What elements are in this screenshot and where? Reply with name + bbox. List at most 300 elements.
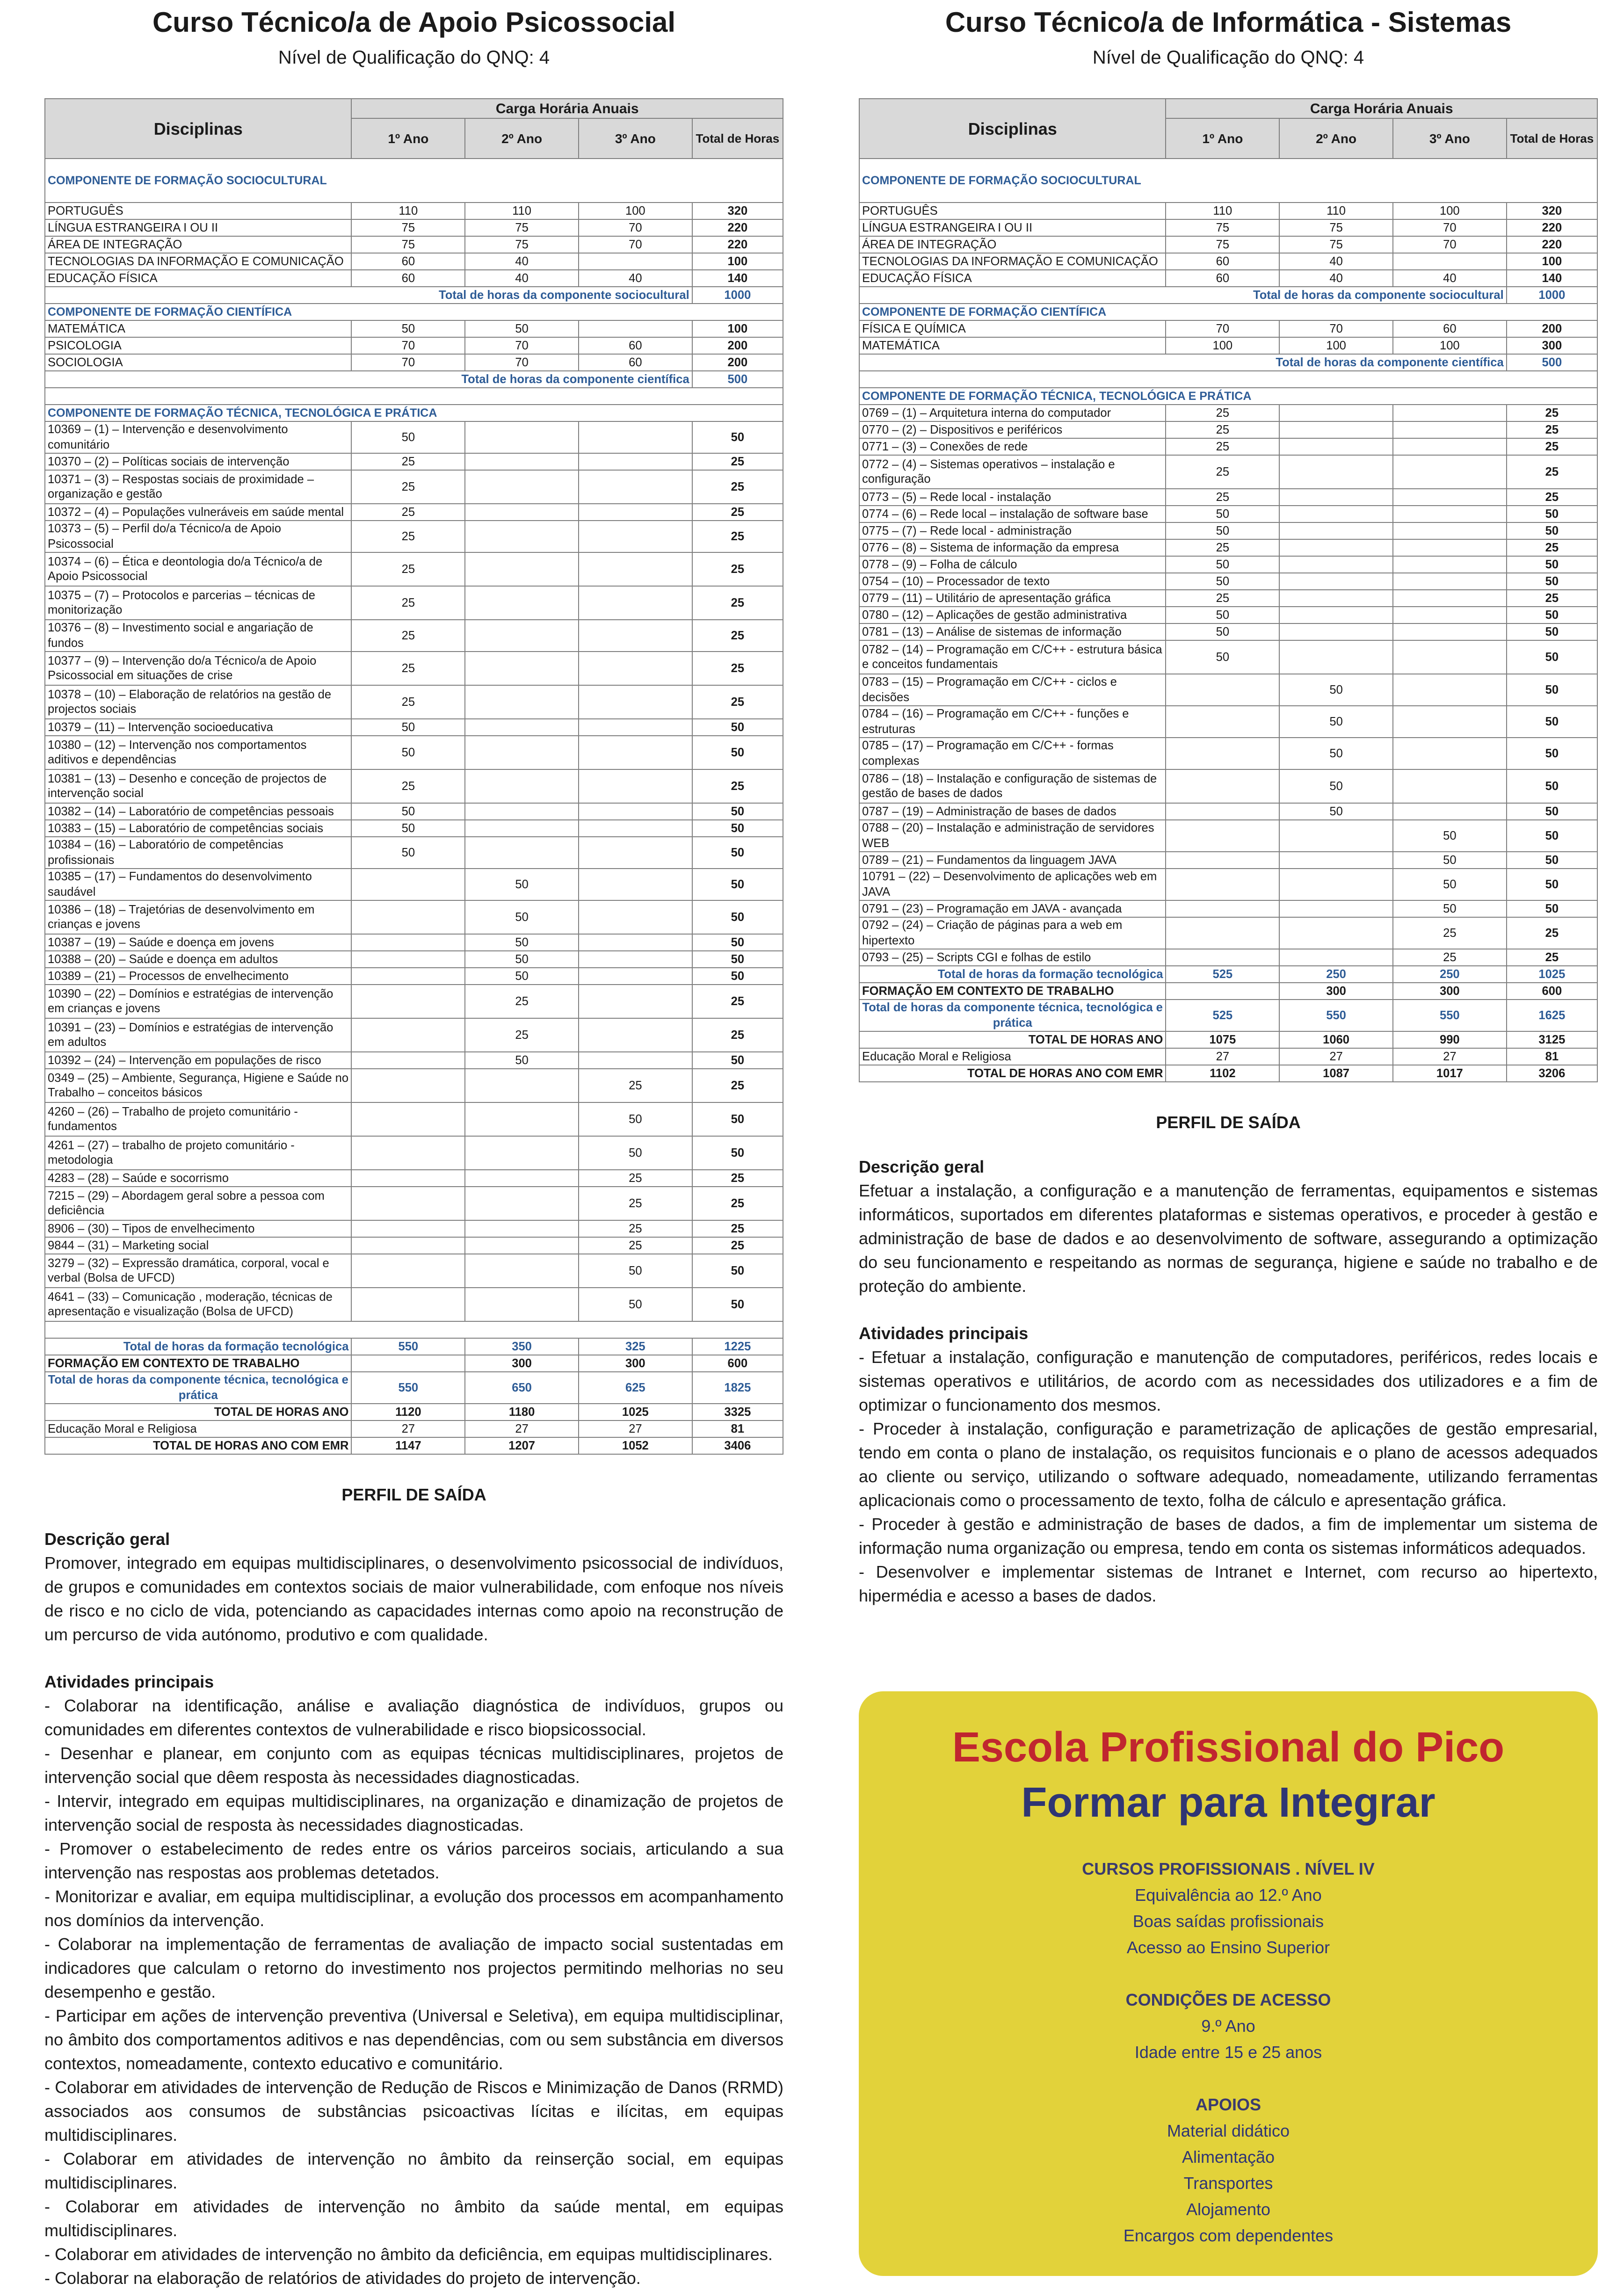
table-row: [859, 438, 1597, 455]
year-hours: [579, 652, 692, 685]
year-hours: 50: [1166, 573, 1279, 590]
table-row: [859, 738, 1597, 769]
totals-label: Total de horas da componente técnica, tecnológica e prática: [859, 1000, 1166, 1031]
activity-item: - Desenhar e planear, em conjunto com as equipas técnicas multidisciplinares, projetos de intervenção social que dêem resposta às necessidades diagnosticadas.: [44, 1744, 783, 1787]
discipline-name: 10387 – (19) – Saúde e doença em jovens: [45, 934, 351, 951]
total-hours: 320: [1507, 203, 1597, 219]
year-hours: 50: [1166, 607, 1279, 623]
year-hours: 25: [351, 769, 465, 803]
courses-list: [859, 1882, 1598, 1961]
description-heading: Descrição geral: [44, 1529, 170, 1549]
discipline-name: SOCIOLOGIA: [45, 354, 351, 371]
table-row: [859, 455, 1597, 489]
year-hours: [1279, 820, 1393, 852]
table-row: [859, 820, 1597, 852]
year-hours: [579, 837, 692, 869]
total-hours: 50: [1507, 607, 1597, 623]
totals-row: [45, 1404, 783, 1420]
year-hours: 50: [1393, 852, 1507, 869]
discipline-name: 10377 – (9) – Intervenção do/a Técnico/a de Apoio Psicossocial em situações de crise: [45, 652, 351, 685]
year-hours: 27: [1393, 1048, 1507, 1065]
year-hours: 50: [1279, 803, 1393, 820]
year-hours: [351, 1254, 465, 1288]
discipline-name: 0792 – (24) – Criação de páginas para a web em hipertexto: [859, 917, 1166, 949]
table-row: [45, 337, 783, 354]
discipline-name: 10380 – (12) – Intervenção nos comportamentos aditivos e dependências: [45, 736, 351, 769]
discipline-name: 10371 – (3) – Respostas sociais de proximidade – organização e gestão: [45, 470, 351, 504]
total-hours: 50: [1507, 852, 1597, 869]
section-heading-row: [45, 304, 783, 320]
year-hours: [351, 1187, 465, 1220]
year-hours: 100: [1166, 337, 1279, 354]
table-row: [859, 270, 1597, 287]
promo-item: Alojamento: [1186, 2200, 1271, 2219]
total-hours: 50: [692, 1052, 783, 1069]
total-hours: 50: [692, 820, 783, 837]
section-heading: COMPONENTE DE FORMAÇÃO TÉCNICA, TECNOLÓGICA E PRÁTICA: [859, 388, 1597, 405]
totals-row: [859, 1000, 1597, 1031]
year-hours: [1166, 852, 1279, 869]
year-hours: 300: [1393, 983, 1507, 1000]
total-hours: 220: [1507, 219, 1597, 236]
col-ano-3: 3º Ano: [579, 118, 692, 159]
total-hours: 25: [692, 769, 783, 803]
subtotal-label: Total de horas da componente científica: [859, 354, 1507, 371]
year-hours: 40: [465, 270, 579, 287]
year-hours: 550: [1279, 1000, 1393, 1031]
total-hours: 50: [692, 719, 783, 736]
year-hours: [351, 934, 465, 951]
discipline-name: 0773 – (5) – Rede local - instalação: [859, 489, 1166, 506]
year-hours: 325: [579, 1338, 692, 1355]
table-row: [45, 521, 783, 552]
table-row: [45, 253, 783, 270]
table-row: [859, 623, 1597, 640]
table-row: [45, 803, 783, 820]
year-hours: 60: [579, 354, 692, 371]
table-row: [859, 674, 1597, 706]
year-hours: 50: [1393, 869, 1507, 900]
year-hours: [1166, 949, 1279, 966]
table-row: [859, 320, 1597, 337]
discipline-name: 0788 – (20) – Instalação e administração de servidores WEB: [859, 820, 1166, 852]
total-hours: 81: [692, 1420, 783, 1437]
year-hours: [465, 769, 579, 803]
totals-row: [859, 1031, 1597, 1048]
year-hours: 75: [1279, 219, 1393, 236]
year-hours: 50: [579, 1102, 692, 1136]
year-hours: 50: [1393, 900, 1507, 917]
col-ano-1: 1º Ano: [1166, 118, 1279, 159]
year-hours: 1180: [465, 1404, 579, 1420]
year-hours: 25: [579, 1237, 692, 1254]
year-hours: 1207: [465, 1437, 579, 1454]
total-hours: 50: [1507, 573, 1597, 590]
total-hours: 50: [692, 968, 783, 985]
table-row: [859, 869, 1597, 900]
table-row: [859, 803, 1597, 820]
left-course: [44, 0, 783, 2290]
year-hours: [579, 769, 692, 803]
table-row: [45, 985, 783, 1018]
total-hours: 200: [692, 354, 783, 371]
year-hours: 50: [1393, 820, 1507, 852]
discipline-name: 10382 – (14) – Laboratório de competências pessoais: [45, 803, 351, 820]
promo-item: Alimentação: [1182, 2147, 1275, 2167]
total-hours: 50: [692, 837, 783, 869]
table-row: [859, 506, 1597, 522]
total-hours: 25: [692, 521, 783, 552]
activity-item: - Colaborar na identificação, análise e avaliação diagnóstica de indivíduos, grupos ou comunidades em diferentes contextos de vulnerabilidade e risco biopsicossocial.: [44, 1696, 783, 1739]
year-hours: [1166, 917, 1279, 949]
year-hours: [1279, 623, 1393, 640]
year-hours: 25: [1166, 590, 1279, 607]
year-hours: 50: [351, 736, 465, 769]
activities-heading: Atividades principais: [44, 1672, 214, 1691]
col-ano-1: 1º Ano: [351, 118, 465, 159]
table-row: [45, 1187, 783, 1220]
year-hours: [465, 1170, 579, 1187]
year-hours: [579, 900, 692, 934]
totals-row: [859, 1048, 1597, 1065]
total-hours: 25: [692, 504, 783, 521]
total-hours: 220: [692, 236, 783, 253]
table-row: [859, 421, 1597, 438]
course-title: Curso Técnico/a de Apoio Psicossocial: [152, 7, 676, 38]
section-heading-row: [859, 388, 1597, 405]
totals-label: Educação Moral e Religiosa: [45, 1420, 351, 1437]
year-hours: [579, 985, 692, 1018]
year-hours: 100: [1393, 337, 1507, 354]
year-hours: [1393, 405, 1507, 421]
table-row: [45, 354, 783, 371]
total-hours: 50: [692, 1254, 783, 1288]
table-row: [859, 917, 1597, 949]
table-row: [45, 1018, 783, 1052]
year-hours: 25: [351, 521, 465, 552]
totals-label: FORMAÇÃO EM CONTEXTO DE TRABALHO: [45, 1355, 351, 1372]
total-hours: 50: [1507, 623, 1597, 640]
year-hours: [579, 552, 692, 586]
year-hours: [1279, 573, 1393, 590]
year-hours: [579, 934, 692, 951]
discipline-name: 4641 – (33) – Comunicação , moderação, técnicas de apresentação e visualização (Bolsa de UFCD): [45, 1288, 351, 1321]
totals-label: TOTAL DE HORAS ANO COM EMR: [859, 1065, 1166, 1082]
col-disciplinas: Disciplinas: [859, 99, 1166, 159]
col-total-horas: Total de Horas: [692, 118, 783, 159]
total-hours: 25: [1507, 421, 1597, 438]
table-row: [45, 934, 783, 951]
subtotal-row: [45, 287, 783, 304]
year-hours: [1279, 949, 1393, 966]
year-hours: 70: [1166, 320, 1279, 337]
table-row: [45, 869, 783, 900]
year-hours: 110: [465, 203, 579, 219]
year-hours: 110: [351, 203, 465, 219]
totals-row: [859, 1065, 1597, 1082]
year-hours: 25: [351, 504, 465, 521]
year-hours: 525: [1166, 1000, 1279, 1031]
school-promo-box: [859, 1691, 1598, 2276]
year-hours: [465, 736, 579, 769]
col-ano-2: 2º Ano: [465, 118, 579, 159]
total-hours: 25: [692, 1187, 783, 1220]
year-hours: [351, 1069, 465, 1102]
subtotal-label: Total de horas da componente sociocultural: [45, 287, 692, 304]
table-row: [45, 1136, 783, 1170]
year-hours: 50: [351, 719, 465, 736]
total-hours: 25: [692, 985, 783, 1018]
year-hours: 25: [1166, 421, 1279, 438]
total-hours: 50: [692, 736, 783, 769]
year-hours: 70: [1393, 236, 1507, 253]
profile-section: [859, 1110, 1598, 1608]
subtotal-row: [45, 371, 783, 388]
year-hours: [1166, 983, 1279, 1000]
discipline-name: ÁREA DE INTEGRAÇÃO: [45, 236, 351, 253]
year-hours: 50: [579, 1288, 692, 1321]
total-hours: 220: [1507, 236, 1597, 253]
discipline-name: 0772 – (4) – Sistemas operativos – instalação e configuração: [859, 455, 1166, 489]
year-hours: 50: [465, 900, 579, 934]
course-title: Curso Técnico/a de Informática - Sistemas: [945, 7, 1512, 38]
table-row: [859, 556, 1597, 573]
table-row: [45, 1237, 783, 1254]
discipline-name: 0349 – (25) – Ambiente, Segurança, Higiene e Saúde no Trabalho – conceitos básicos: [45, 1069, 351, 1102]
promo-item: Acesso ao Ensino Superior: [1126, 1938, 1330, 1957]
discipline-name: ÁREA DE INTEGRAÇÃO: [859, 236, 1166, 253]
promo-item: 9.º Ano: [1201, 2016, 1255, 2036]
total-hours: 50: [1507, 769, 1597, 803]
discipline-name: 0779 – (11) – Utilitário de apresentação gráfica: [859, 590, 1166, 607]
subtotal-value: 500: [1507, 354, 1597, 371]
year-hours: 50: [351, 820, 465, 837]
year-hours: [1393, 556, 1507, 573]
year-hours: [465, 421, 579, 453]
section-heading: COMPONENTE DE FORMAÇÃO SOCIOCULTURAL: [859, 159, 1597, 203]
year-hours: 25: [579, 1170, 692, 1187]
total-hours: 50: [692, 803, 783, 820]
totals-row: [859, 966, 1597, 983]
year-hours: [465, 1102, 579, 1136]
year-hours: [465, 504, 579, 521]
table-row: [859, 640, 1597, 674]
total-hours: 140: [692, 270, 783, 287]
table-row: [859, 405, 1597, 421]
activity-item: - Participar em ações de intervenção preventiva (Universal e Seletiva), em equipa multidisciplinar, no âmbito dos comportamentos aditivos e nas dependências, com ou sem substância em diversos contextos, nomeadamente, contexto educativo e comunitário.: [44, 2006, 783, 2073]
year-hours: [1393, 706, 1507, 738]
year-hours: 50: [465, 934, 579, 951]
year-hours: 550: [351, 1372, 465, 1404]
totals-label: FORMAÇÃO EM CONTEXTO DE TRABALHO: [859, 983, 1166, 1000]
subtotal-row: [859, 287, 1597, 304]
total-hours: 50: [1507, 640, 1597, 674]
year-hours: [1166, 803, 1279, 820]
discipline-name: 10376 – (8) – Investimento social e angariação de fundos: [45, 620, 351, 652]
year-hours: [1279, 852, 1393, 869]
discipline-name: 4260 – (26) – Trabalho de projeto comunitário - fundamentos: [45, 1102, 351, 1136]
total-hours: 25: [692, 586, 783, 620]
total-hours: 600: [692, 1355, 783, 1372]
total-hours: 200: [1507, 320, 1597, 337]
description-text: Efetuar a instalação, a configuração e a manutenção de ferramentas, equipamentos e sistemas informáticos, suportados em diferentes plataformas e sistemas operativos, e proceder à gestão e administração de base de dados e ao desenvolvimento de software, assegurando a optimização do seu funcionamento e respeitando as normas de segurança, higiene e saúde no trabalho e de proteção do ambiente.: [859, 1181, 1598, 1296]
year-hours: [1166, 769, 1279, 803]
year-hours: 50: [351, 320, 465, 337]
table-row: [45, 652, 783, 685]
discipline-name: 10385 – (17) – Fundamentos do desenvolvimento saudável: [45, 869, 351, 900]
year-hours: 50: [465, 869, 579, 900]
section-heading-row: [859, 304, 1597, 320]
year-hours: 1075: [1166, 1031, 1279, 1048]
year-hours: [1393, 573, 1507, 590]
activity-item: - Colaborar em atividades de intervenção de Redução de Riscos e Minimização de Danos (RRMD) associados aos consumos de substâncias psicoactivas lícitas e ilícitas, em equipas multidisciplinares.: [44, 2078, 783, 2145]
discipline-name: 10391 – (23) – Domínios e estratégias de intervenção em adultos: [45, 1018, 351, 1052]
year-hours: [579, 968, 692, 985]
year-hours: 75: [351, 236, 465, 253]
year-hours: 70: [579, 236, 692, 253]
table-row: [45, 719, 783, 736]
year-hours: 550: [351, 1338, 465, 1355]
year-hours: 25: [579, 1220, 692, 1237]
year-hours: 25: [351, 470, 465, 504]
year-hours: [465, 1069, 579, 1102]
subtotal-label: Total de horas da componente científica: [45, 371, 692, 388]
totals-row: [45, 1372, 783, 1404]
table-row: [45, 203, 783, 219]
access-heading: CONDIÇÕES DE ACESSO: [1125, 1990, 1331, 2009]
total-hours: 50: [1507, 869, 1597, 900]
discipline-name: FÍSICA E QUÍMICA: [859, 320, 1166, 337]
table-header-row: [859, 99, 1597, 118]
year-hours: [465, 1187, 579, 1220]
profile-title: PERFIL DE SAÍDA: [1156, 1113, 1301, 1132]
table-row: [45, 900, 783, 934]
year-hours: 1087: [1279, 1065, 1393, 1082]
table-row: [45, 1102, 783, 1136]
discipline-name: 0786 – (18) – Instalação e configuração de sistemas de gestão de bases de dados: [859, 769, 1166, 803]
col-disciplinas: Disciplinas: [45, 99, 351, 159]
year-hours: 625: [579, 1372, 692, 1404]
year-hours: [579, 586, 692, 620]
year-hours: 27: [1166, 1048, 1279, 1065]
promo-item: Encargos com dependentes: [1123, 2226, 1334, 2245]
total-hours: 50: [1507, 706, 1597, 738]
table-row: [859, 949, 1597, 966]
year-hours: [1393, 607, 1507, 623]
description-heading: Descrição geral: [859, 1157, 985, 1176]
year-hours: [579, 470, 692, 504]
total-hours: 50: [692, 900, 783, 934]
table-row: [45, 219, 783, 236]
section-heading: COMPONENTE DE FORMAÇÃO SOCIOCULTURAL: [45, 159, 783, 203]
year-hours: 1120: [351, 1404, 465, 1420]
total-hours: 140: [1507, 270, 1597, 287]
year-hours: 40: [1393, 270, 1507, 287]
course-subtitle: Nível de Qualificação do QNQ: 4: [1092, 47, 1364, 68]
activity-item: - Promover o estabelecimento de redes entre os vários parceiros sociais, articulando a sua intervenção nas respostas aos problemas detetados.: [44, 1839, 783, 1882]
discipline-name: PORTUGUÊS: [859, 203, 1166, 219]
discipline-name: TECNOLOGIAS DA INFORMAÇÃO E COMUNICAÇÃO: [859, 253, 1166, 270]
table-row: [859, 900, 1597, 917]
total-hours: 25: [1507, 405, 1597, 421]
total-hours: 50: [1507, 803, 1597, 820]
year-hours: [579, 951, 692, 968]
total-hours: 300: [1507, 337, 1597, 354]
discipline-name: 8906 – (30) – Tipos de envelhecimento: [45, 1220, 351, 1237]
table-row: [45, 421, 783, 453]
year-hours: 25: [579, 1069, 692, 1102]
year-hours: [1279, 489, 1393, 506]
year-hours: [351, 869, 465, 900]
discipline-name: 10381 – (13) – Desenho e conceção de projectos de intervenção social: [45, 769, 351, 803]
year-hours: 25: [465, 1018, 579, 1052]
discipline-name: 7215 – (29) – Abordagem geral sobre a pessoa com deficiência: [45, 1187, 351, 1220]
year-hours: [465, 719, 579, 736]
year-hours: [465, 552, 579, 586]
year-hours: 1102: [1166, 1065, 1279, 1082]
year-hours: 110: [1279, 203, 1393, 219]
col-ano-3: 3º Ano: [1393, 118, 1507, 159]
table-row: [859, 253, 1597, 270]
table-row: [45, 270, 783, 287]
totals-label: Total de horas da componente técnica, tecnológica e prática: [45, 1372, 351, 1404]
year-hours: 60: [351, 270, 465, 287]
discipline-name: 10791 – (22) – Desenvolvimento de aplicações web em JAVA: [859, 869, 1166, 900]
year-hours: 70: [351, 354, 465, 371]
total-hours: 25: [692, 652, 783, 685]
total-hours: 25: [1507, 539, 1597, 556]
total-hours: 1025: [1507, 966, 1597, 983]
total-hours: 50: [692, 1288, 783, 1321]
discipline-name: 0791 – (23) – Programação em JAVA - avançada: [859, 900, 1166, 917]
year-hours: [1393, 522, 1507, 539]
year-hours: 300: [465, 1355, 579, 1372]
totals-row: [45, 1355, 783, 1372]
year-hours: [465, 803, 579, 820]
year-hours: [1166, 820, 1279, 852]
table-header-row: [45, 99, 783, 118]
discipline-name: LÍNGUA ESTRANGEIRA I OU II: [45, 219, 351, 236]
year-hours: [1393, 539, 1507, 556]
year-hours: [465, 1288, 579, 1321]
table-row: [45, 837, 783, 869]
year-hours: 250: [1393, 966, 1507, 983]
total-hours: 220: [692, 219, 783, 236]
year-hours: [351, 1052, 465, 1069]
total-hours: 3206: [1507, 1065, 1597, 1082]
year-hours: 50: [465, 951, 579, 968]
year-hours: [1393, 623, 1507, 640]
year-hours: [579, 820, 692, 837]
year-hours: [1279, 869, 1393, 900]
year-hours: [351, 985, 465, 1018]
table-row: [859, 607, 1597, 623]
year-hours: 40: [1279, 270, 1393, 287]
table-row: [45, 470, 783, 504]
table-row: [45, 586, 783, 620]
discipline-name: LÍNGUA ESTRANGEIRA I OU II: [859, 219, 1166, 236]
total-hours: 200: [692, 337, 783, 354]
table-row: [45, 236, 783, 253]
year-hours: 50: [351, 421, 465, 453]
section-heading-row: [45, 159, 783, 203]
year-hours: 25: [1166, 539, 1279, 556]
total-hours: 50: [692, 934, 783, 951]
year-hours: 50: [1279, 674, 1393, 706]
discipline-name: 0778 – (9) – Folha de cálculo: [859, 556, 1166, 573]
year-hours: [351, 1136, 465, 1170]
year-hours: 70: [1279, 320, 1393, 337]
